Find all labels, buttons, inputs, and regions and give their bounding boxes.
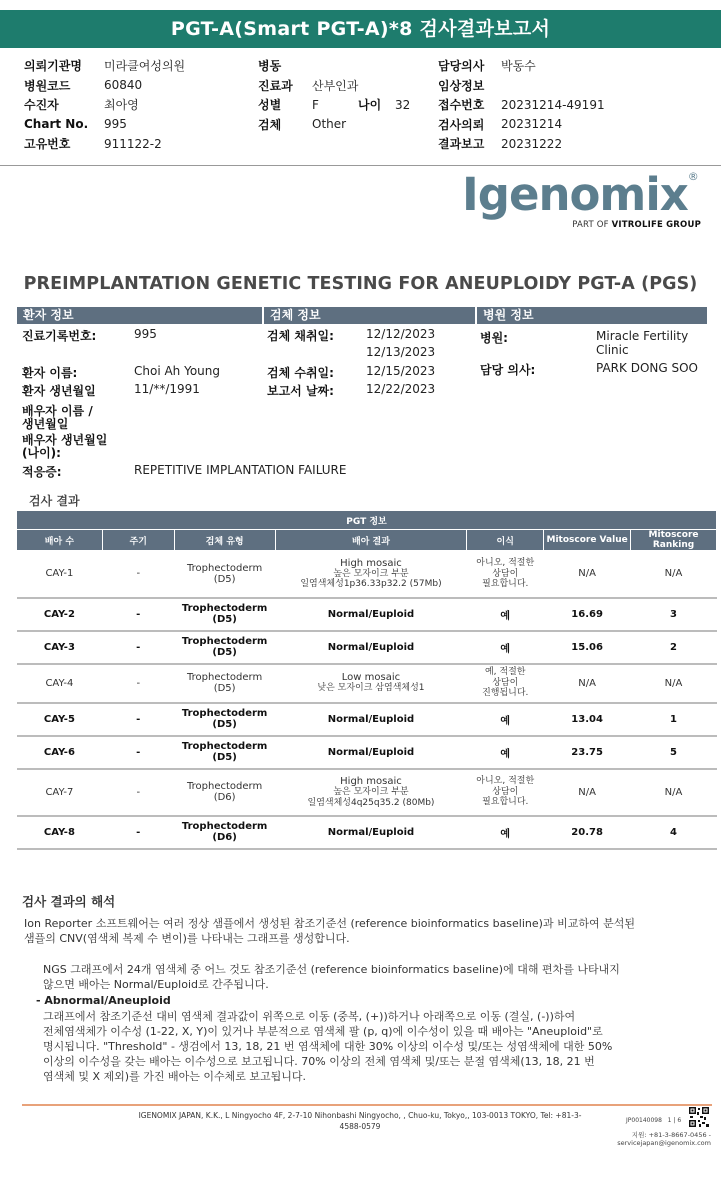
logo-tagline-prefix: PART OF — [572, 220, 612, 230]
mitoscore-value: N/A — [544, 769, 631, 816]
table-row — [17, 598, 717, 631]
referring-institution-label: 의뢰기관명 — [24, 59, 82, 74]
header-divider — [0, 165, 721, 166]
table-row — [17, 769, 717, 816]
transfer: 예 — [467, 631, 544, 664]
support-phone: 지원: +81-3-8667-0456 - — [631, 1131, 711, 1139]
accession-label: 접수번호 — [438, 98, 485, 113]
embryo-id: CAY-1 — [17, 551, 103, 598]
collection-date-label: 검체 채취일: — [267, 329, 334, 343]
department-label: 진료과 — [258, 78, 293, 93]
mitoscore-rank: 1 — [631, 703, 717, 736]
transfer-line-3: 진행됩니다. — [482, 688, 529, 699]
transfer-line-2: 상담이 — [492, 677, 519, 688]
sex-label: 성별 — [258, 98, 282, 113]
chart-no-label: Chart No. — [24, 117, 89, 132]
mitoscore-value: 15.06 — [544, 631, 631, 664]
logo-tagline — [572, 220, 701, 230]
cycle: - — [102, 703, 174, 736]
sample-type: Trophectoderm (D5) — [174, 631, 275, 664]
accession-value: 20231214-49191 — [501, 97, 605, 112]
footer-address-line-1: IGENOMIX JAPAN, K.K., L Ningyocho 4F, 2-7-10 Nihonbashi Ningyocho, , Chuo-ku, Tokyo,, 103-0013 TOKYO, Tel: +81-3- — [138, 1111, 582, 1120]
report-date-value: 12/22/2023 — [366, 382, 436, 396]
cycle: - — [102, 816, 174, 849]
para2-line-2: 않으면 배아는 Normal/Euploid로 간주됩니다. — [43, 978, 269, 991]
footer-address — [100, 1110, 620, 1132]
header-col-3 — [438, 56, 605, 154]
pgt-info-header: PGT 정보 — [17, 511, 717, 530]
patient-dob-label: 환자 생년월일 — [22, 384, 96, 398]
transfer: 예 — [467, 703, 544, 736]
patient-dob-value: 11/**/1991 — [134, 382, 200, 396]
sample-type: Trophectoderm (D6) — [174, 816, 275, 849]
sex-value: F — [312, 97, 319, 112]
embryo-result — [275, 551, 467, 598]
mitoscore-rank: 5 — [631, 736, 717, 769]
collection-date-value-2: 12/13/2023 — [366, 345, 436, 359]
para1-line-1: Ion Reporter 소프트웨어는 여러 정상 샘플에서 생성된 참조기준선 (reference bioinformatics baseline)과 비교하여 분석된 — [24, 917, 635, 930]
col-sample-type: 검체 유형 — [174, 530, 275, 551]
unique-id-value: 911122-2 — [104, 136, 162, 151]
cycle: - — [102, 631, 174, 664]
logo-tagline-brand: VITROLIFE GROUP — [611, 220, 701, 230]
sample-info-bar: 검체 정보 — [264, 307, 475, 324]
doctor-label: 담당의사 — [438, 59, 485, 74]
specimen-label: 검체 — [258, 117, 282, 132]
request-date-label: 검사의뢰 — [438, 117, 485, 132]
ward-label: 병동 — [258, 59, 282, 74]
report-title: PGT-A(Smart PGT-A)*8 검사결과보고서 — [0, 10, 721, 48]
sample-type: Trophectoderm (D5) — [174, 736, 275, 769]
sample-type: Trophectoderm (D5) — [174, 703, 275, 736]
table-row — [17, 816, 717, 849]
embryo-result: Normal/Euploid — [275, 816, 467, 849]
para3-line-5: 염색체 및 X 제외)를 가진 배아는 이수체로 보고됩니다. — [43, 1070, 306, 1083]
patient-name-value: Choi Ah Young — [134, 364, 221, 378]
transfer — [467, 769, 544, 816]
para3-line-2: 전체염색체가 이수성 (1-22, X, Y)이 있거나 부분적으로 염색체 팔 (p, q)에 이수성이 있을 때 배아는 "Aneuploid"로 — [43, 1025, 603, 1038]
clinical-info-label: 임상정보 — [438, 78, 485, 93]
col-cycle: 주기 — [102, 530, 174, 551]
cycle: - — [102, 664, 174, 703]
support-contact — [617, 1131, 711, 1147]
transfer — [467, 664, 544, 703]
receipt-date-label: 검체 수취일: — [267, 366, 334, 380]
sample-type: Trophectoderm (D6) — [174, 769, 275, 816]
mitoscore-rank: 2 — [631, 631, 717, 664]
attending-doctor-label: 담당 의사: — [480, 363, 536, 377]
col-transfer: 이식 — [467, 530, 544, 551]
spouse-name-label-2: 생년월일 — [22, 417, 69, 431]
transfer: 예 — [467, 598, 544, 631]
main-title: PREIMPLANTATION GENETIC TESTING FOR ANEUPLOIDY PGT-A (PGS) — [23, 274, 698, 294]
embryo-id: CAY-4 — [17, 664, 103, 703]
col-embryo: 배아 수 — [17, 530, 103, 551]
cycle: - — [102, 551, 174, 598]
hospital-code-label: 병원코드 — [24, 78, 71, 93]
registered-mark: ® — [687, 170, 699, 183]
para3-line-4: 이상의 이수성을 갖는 배아는 이수성으로 보고됩니다. 70% 이상의 전체 염색체 및/또는 분절 염색체(13, 18, 21 번 — [43, 1055, 595, 1068]
para3-line-3: 명시됩니다. "Threshold" - 생검에서 13, 18, 21 번 염색체에 대한 30% 이상의 이수성 및/또는 성염색체에 대한 50% — [43, 1040, 613, 1053]
doctor-value: 박동수 — [501, 59, 536, 74]
transfer-line-3: 필요합니다. — [482, 579, 529, 589]
result-line-1: High mosaic — [340, 776, 402, 787]
result-date-value: 20231222 — [501, 136, 563, 151]
embryo-result: Normal/Euploid — [275, 598, 467, 631]
interpretation-paragraph-2 — [43, 962, 620, 992]
mitoscore-rank: N/A — [631, 664, 717, 703]
referring-institution-value: 미라클여성의원 — [104, 59, 186, 74]
attending-doctor-value: PARK DONG SOO — [596, 361, 698, 375]
embryo-result — [275, 769, 467, 816]
embryo-id: CAY-5 — [17, 703, 103, 736]
record-number-label: 진료기록번호: — [22, 329, 97, 343]
embryo-result: Normal/Euploid — [275, 703, 467, 736]
mitoscore-rank: N/A — [631, 551, 717, 598]
mitoscore-rank: 3 — [631, 598, 717, 631]
table-row — [17, 736, 717, 769]
mitoscore-value: 23.75 — [544, 736, 631, 769]
support-email: servicejapan@igenomix.com — [617, 1139, 711, 1147]
qr-code-icon — [688, 1106, 710, 1128]
sample-type: Trophectoderm (D5) — [174, 551, 275, 598]
result-line-1: High mosaic — [340, 557, 402, 569]
footer-address-line-2: 4588-0579 — [339, 1122, 381, 1131]
spouse-name-label-1: 배우자 이름 / — [22, 404, 93, 418]
embryo-result — [275, 664, 467, 703]
mitoscore-value: 20.78 — [544, 816, 631, 849]
cycle: - — [102, 769, 174, 816]
indication-label: 적응증: — [22, 465, 62, 479]
mitoscore-value: N/A — [544, 551, 631, 598]
transfer-line-1: 아니오, 적절한 — [476, 776, 535, 787]
col-mitoscore-value: Mitoscore Value — [544, 530, 631, 551]
cycle: - — [102, 598, 174, 631]
result-line-2: 높은 모자이크 부분 — [333, 787, 409, 797]
embryo-result: Normal/Euploid — [275, 736, 467, 769]
patient-label: 수진자 — [24, 98, 59, 113]
header-col-1 — [24, 56, 185, 154]
result-line-3: 일염색체성1p36.33p32.2 (57Mb) — [300, 579, 442, 590]
para1-line-2: 샘플의 CNV(염색체 복제 수 변이)를 나타내는 그래프를 생성합니다. — [24, 932, 350, 945]
embryo-id: CAY-7 — [17, 769, 103, 816]
col-embryo-result: 배아 결과 — [275, 530, 467, 551]
transfer-line-1: 예, 적절한 — [484, 667, 526, 678]
report-date-label: 보고서 날짜: — [267, 384, 334, 398]
embryo-id: CAY-6 — [17, 736, 103, 769]
interpretation-paragraph-1 — [24, 916, 635, 946]
age-label: 나이 — [358, 98, 382, 113]
hospital-code-value: 60840 — [104, 78, 143, 93]
request-date-value: 20231214 — [501, 117, 563, 132]
result-line-3: 일염색체성4q25q35.2 (80Mb) — [307, 797, 435, 808]
age-value: 32 — [395, 97, 411, 112]
embryo-id: CAY-3 — [17, 631, 103, 664]
transfer-line-3: 필요합니다. — [482, 797, 529, 808]
header-col-2 — [258, 56, 410, 134]
transfer: 예 — [467, 736, 544, 769]
result-line-2: 낮은 모자이크 삼염색체성1 — [317, 683, 425, 694]
patient-info-bar: 환자 정보 — [17, 307, 262, 324]
table-row — [17, 631, 717, 664]
mitoscore-value: 16.69 — [544, 598, 631, 631]
result-date-label: 결과보고 — [438, 137, 485, 152]
footer-divider — [22, 1104, 712, 1106]
result-line-2: 높은 모자이크 부분 — [333, 568, 409, 579]
col-mitoscore-ranking: Mitoscore Ranking — [631, 530, 717, 551]
department-value: 산부인과 — [312, 78, 359, 93]
transfer-line-2: 상담이 — [492, 568, 519, 579]
results-heading: 검사 결과 — [29, 494, 80, 508]
interpretation-heading: 검사 결과의 해석 — [22, 894, 116, 909]
result-line-1: Low mosaic — [341, 672, 401, 684]
sample-type: Trophectoderm (D5) — [174, 598, 275, 631]
embryo-result: Normal/Euploid — [275, 631, 467, 664]
pgt-results-table — [16, 510, 717, 850]
page-number — [626, 1117, 681, 1124]
para3-line-1: 그래프에서 참조기준선 대비 염색체 결과값이 위쪽으로 이동 (중복, (+))하거나 아래쪽으로 이동 (결실, (-))하여 — [43, 1010, 576, 1023]
table-row — [17, 703, 717, 736]
transfer-line-2: 상담이 — [492, 786, 519, 797]
receipt-date-value: 12/15/2023 — [366, 364, 436, 378]
specimen-value: Other — [312, 117, 347, 132]
spouse-dob-label-1: 배우자 생년월일 — [22, 433, 108, 447]
transfer: 예 — [467, 816, 544, 849]
embryo-id: CAY-2 — [17, 598, 103, 631]
mitoscore-value: 13.04 — [544, 703, 631, 736]
table-row — [17, 664, 717, 703]
interpretation-paragraph-3 — [43, 1009, 612, 1084]
logo-wordmark: Igenomix — [462, 168, 688, 221]
table-row — [17, 551, 717, 598]
hospital-info-bar: 병원 정보 — [477, 307, 707, 324]
transfer-line-1: 아니오, 적절한 — [476, 558, 535, 568]
indication-value: REPETITIVE IMPLANTATION FAILURE — [134, 463, 347, 477]
unique-id-label: 고유번호 — [24, 137, 71, 152]
para2-line-1: NGS 그래프에서 24개 염색체 중 어느 것도 참조기준선 (reference bioinformatics baseline)에 대해 편차를 나타내지 — [43, 963, 620, 976]
transfer — [467, 551, 544, 598]
collection-date-value-1: 12/12/2023 — [366, 327, 436, 341]
patient-value: 최아영 — [104, 98, 139, 113]
igenomix-logo — [462, 170, 707, 232]
patient-name-label: 환자 이름: — [22, 366, 78, 380]
chart-no-value: 995 — [104, 117, 127, 132]
cycle: - — [102, 736, 174, 769]
mitoscore-rank: N/A — [631, 769, 717, 816]
page-index: 1 | 6 — [667, 1117, 682, 1124]
spouse-dob-label-2: (나이): — [22, 446, 61, 460]
record-number-value: 995 — [134, 327, 157, 341]
clinic-value-2: Clinic — [596, 343, 629, 357]
sample-type: Trophectoderm (D5) — [174, 664, 275, 703]
mitoscore-rank: 4 — [631, 816, 717, 849]
clinic-value-1: Miracle Fertility — [596, 329, 689, 343]
clinic-label: 병원: — [480, 331, 508, 345]
abnormal-heading: - Abnormal/Aneuploid — [36, 994, 171, 1007]
doc-code: JP00140098 — [626, 1117, 662, 1124]
mitoscore-value: N/A — [544, 664, 631, 703]
embryo-id: CAY-8 — [17, 816, 103, 849]
